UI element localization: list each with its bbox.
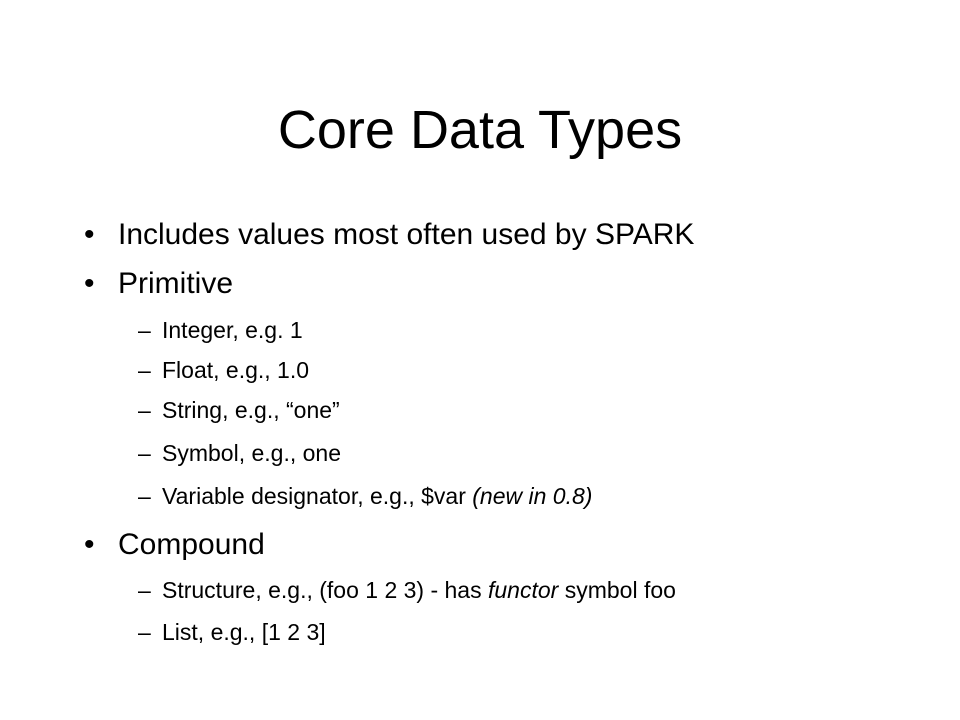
dash-icon: – (138, 577, 151, 603)
sub-item-label: Symbol, e.g., one (162, 440, 341, 466)
bullet-item-label: Compound (118, 528, 265, 561)
sub-item-label-italic: functor (488, 577, 559, 603)
dash-icon: – (138, 357, 151, 383)
dash-icon: – (138, 440, 151, 466)
bullet-item-label: Includes values most often used by SPARK (118, 218, 695, 251)
dash-icon: – (138, 483, 151, 509)
sub-item-label (162, 481, 592, 511)
dash-icon: – (138, 317, 151, 343)
bullet-item-label: Primitive (118, 267, 234, 300)
sub-item-label-main: Structure, e.g., (foo 1 2 3) - has (162, 577, 488, 603)
sub-item-label: String, e.g., “one” (162, 397, 340, 423)
sub-item-label: List, e.g., [1 2 3] (162, 619, 326, 645)
dash-icon: – (138, 397, 151, 423)
bullet-icon: • (84, 218, 95, 251)
sub-item-label-italic: (new in 0.8) (472, 483, 593, 509)
sub-item-label: Integer, e.g. 1 (162, 317, 303, 343)
sub-item-label-after: symbol foo (558, 577, 676, 603)
slide-title: Core Data Types (277, 100, 683, 160)
sub-item-label-main: Variable designator, e.g., $var (162, 483, 473, 509)
bullet-icon: • (84, 528, 95, 561)
sub-item-label (162, 575, 676, 605)
dash-icon: – (138, 619, 151, 645)
sub-item-label: Float, e.g., 1.0 (162, 357, 310, 383)
bullet-icon: • (84, 267, 95, 300)
